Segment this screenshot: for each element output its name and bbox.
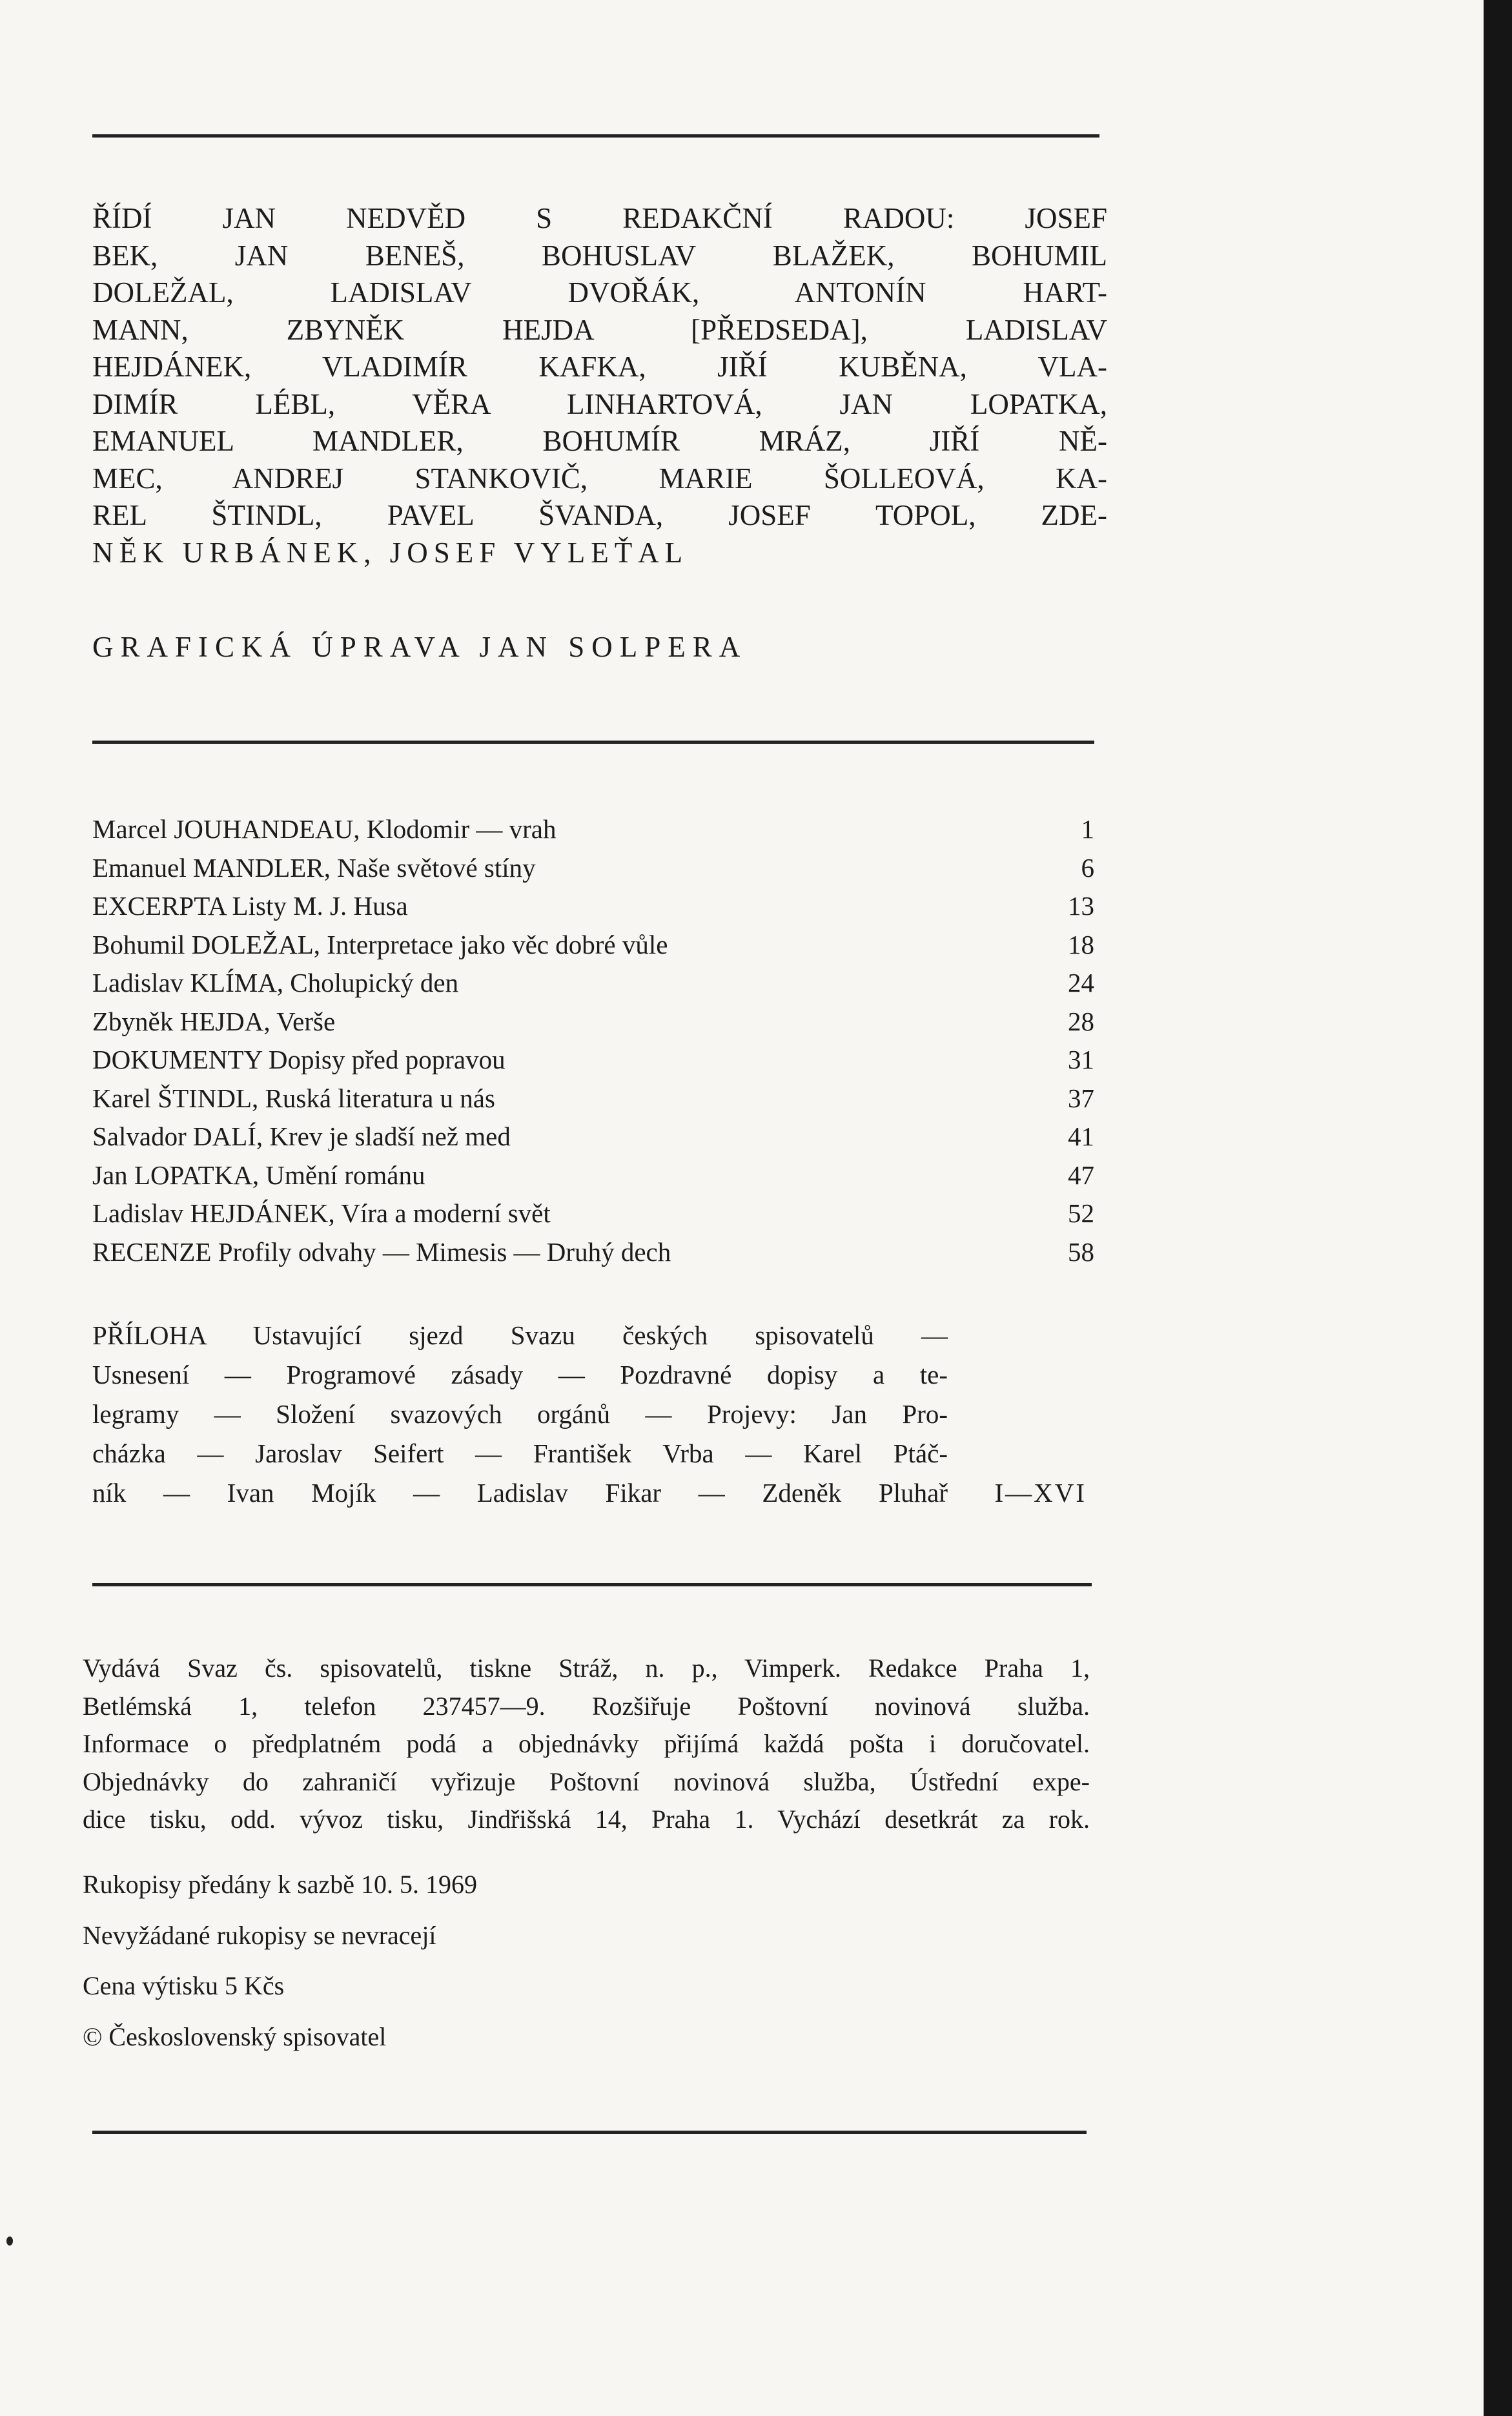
bottom-rule <box>92 2131 1087 2134</box>
toc-page: 6 <box>1081 852 1094 883</box>
top-rule <box>92 134 1099 138</box>
toc-title: Salvador DALÍ, Krev je sladší než med <box>92 1121 511 1151</box>
editorial-line: MANN, ZBYNĚK HEJDA [PŘEDSEDA], LADISLAV <box>92 313 1107 346</box>
editorial-line: EMANUEL MANDLER, BOHUMÍR MRÁZ, JIŘÍ NĚ- <box>92 425 1107 457</box>
appendix-block <box>92 1316 1094 1513</box>
toc-page: 1 <box>1081 814 1094 844</box>
editorial-line: MEC, ANDREJ STANKOVIČ, MARIE ŠOLLEOVÁ, KA- <box>92 462 1107 495</box>
imprint-line: Betlémská 1, telefon 237457—9. Rozšiřuje Poštovní novinová služba. <box>83 1691 1090 1721</box>
toc-title: DOKUMENTY Dopisy před popravou <box>92 1045 506 1074</box>
toc-title: Ladislav HEJDÁNEK, Víra a moderní svět <box>92 1198 551 1228</box>
toc-title: Karel ŠTINDL, Ruská literatura u nás <box>92 1083 495 1113</box>
copyright: © Československý spisovatel <box>83 2022 387 2051</box>
publication-notes <box>83 1859 477 2062</box>
toc-page: 58 <box>1068 1236 1094 1267</box>
editorial-board <box>92 200 1107 571</box>
toc-title: Marcel JOUHANDEAU, Klodomir — vrah <box>92 814 557 844</box>
imprint-line: dice tisku, odd. vývoz tisku, Jindřišská 14, Praha 1. Vychází desetkrát za rok. <box>83 1805 1090 1834</box>
ink-speck <box>6 2237 13 2246</box>
imprint-line: Vydává Svaz čs. spisovatelů, tiskne Stráž, n. p., Vimperk. Redakce Praha 1, <box>83 1653 1090 1683</box>
toc-entry <box>92 964 1094 1003</box>
toc-entry <box>92 1041 1094 1080</box>
toc-entry <box>92 1233 1094 1272</box>
imprint-line: Informace o předplatném podá a objednávky přijímá každá pošta i doručovatel. <box>83 1729 1090 1758</box>
toc-title: EXCERPTA Listy M. J. Husa <box>92 891 408 921</box>
toc-title: RECENZE Profily odvahy — Mimesis — Druhý dech <box>92 1236 671 1267</box>
appendix-line: PŘÍLOHA Ustavující sjezd Svazu českých spisovatelů — <box>92 1320 948 1350</box>
editorial-line: REL ŠTINDL, PAVEL ŠVANDA, JOSEF TOPOL, ZDE- <box>92 499 1107 531</box>
graphic-design-credit: GRAFICKÁ ÚPRAVA JAN SOLPERA <box>92 631 748 663</box>
editorial-line: HEJDÁNEK, VLADIMÍR KAFKA, JIŘÍ KUBĚNA, VLA- <box>92 351 1107 383</box>
toc-title: Jan LOPATKA, Umění románu <box>92 1160 425 1190</box>
editorial-line: BEK, JAN BENEŠ, BOHUSLAV BLAŽEK, BOHUMIL <box>92 239 1107 272</box>
appendix-pages: I—XVI <box>994 1478 1087 1508</box>
toc-page: 52 <box>1068 1198 1094 1228</box>
toc-entry <box>92 810 1094 849</box>
toc-entry <box>92 926 1094 965</box>
toc-entry <box>92 1080 1094 1118</box>
table-of-contents <box>92 810 1094 1271</box>
manuscripts-note: Nevyžádané rukopisy se nevracejí <box>83 1920 436 1950</box>
appendix-line: legramy — Složení svazových orgánů — Projevy: Jan Pro- <box>92 1399 948 1429</box>
toc-entry <box>92 1156 1094 1195</box>
appendix-line: ník — Ivan Mojík — Ladislav Fikar — Zdeněk Pluhař <box>92 1478 948 1508</box>
toc-title: Zbyněk HEJDA, Verše <box>92 1006 336 1036</box>
editorial-line: DOLEŽAL, LADISLAV DVOŘÁK, ANTONÍN HART- <box>92 276 1107 309</box>
toc-entry <box>92 1118 1094 1156</box>
toc-title: Emanuel MANDLER, Naše světové stíny <box>92 852 536 883</box>
editorial-line: NĚK URBÁNEK, JOSEF VYLEŤAL <box>92 536 689 569</box>
toc-page: 28 <box>1068 1006 1094 1036</box>
toc-page: 31 <box>1068 1045 1094 1074</box>
section-rule <box>92 741 1094 744</box>
imprint-line: Objednávky do zahraničí vyřizuje Poštovní novinová služba, Ústřední expe- <box>83 1766 1090 1796</box>
appendix-line: Usnesení — Programové zásady — Pozdravné dopisy a te- <box>92 1360 948 1389</box>
toc-page: 41 <box>1068 1121 1094 1151</box>
page-edge-shadow <box>1484 0 1512 2416</box>
typesetting-date: Rukopisy předány k sazbě 10. 5. 1969 <box>83 1870 478 1899</box>
toc-title: Bohumil DOLEŽAL, Interpretace jako věc dobré vůle <box>92 929 668 959</box>
appendix-line: cházka — Jaroslav Seifert — František Vrba — Karel Ptáč- <box>92 1438 948 1468</box>
editorial-line: ŘÍDÍ JAN NEDVĚD S REDAKČNÍ RADOU: JOSEF <box>92 202 1107 234</box>
section-rule <box>92 1583 1092 1586</box>
toc-entry <box>92 887 1094 926</box>
toc-entry <box>92 849 1094 888</box>
editorial-line: DIMÍR LÉBL, VĚRA LINHARTOVÁ, JAN LOPATKA, <box>92 387 1107 420</box>
imprint-block <box>83 1650 1090 1839</box>
toc-title: Ladislav KLÍMA, Cholupický den <box>92 968 459 998</box>
toc-page: 47 <box>1068 1160 1094 1190</box>
toc-page: 37 <box>1068 1083 1094 1113</box>
toc-entry <box>92 1194 1094 1233</box>
price: Cena výtisku 5 Kčs <box>83 1971 285 2000</box>
toc-page: 13 <box>1068 891 1094 921</box>
toc-entry <box>92 1003 1094 1041</box>
toc-page: 24 <box>1068 968 1094 998</box>
toc-page: 18 <box>1068 929 1094 959</box>
